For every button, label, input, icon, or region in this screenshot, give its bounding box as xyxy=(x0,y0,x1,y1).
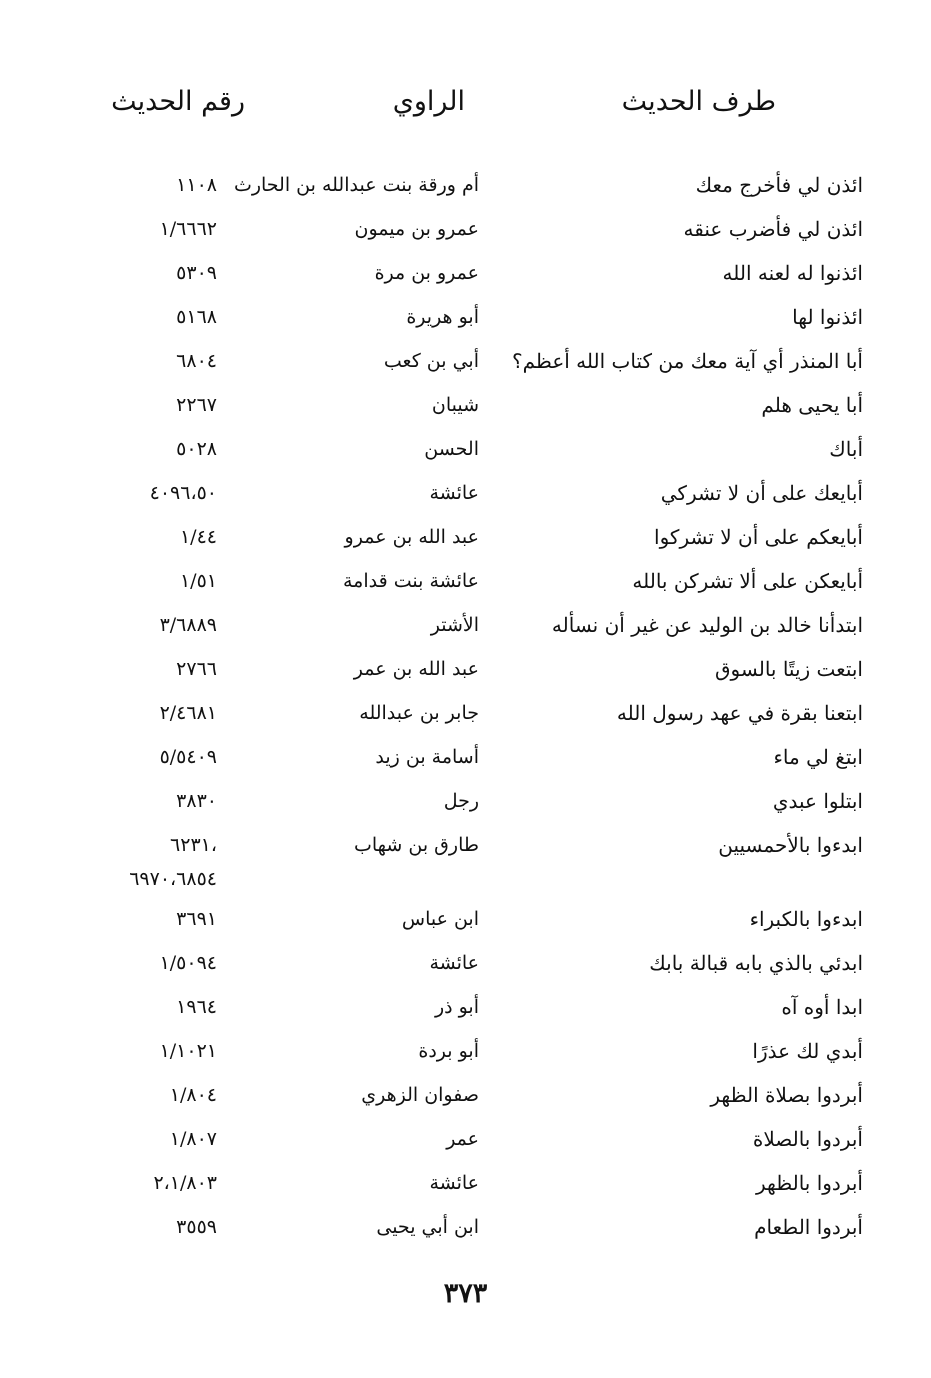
narrator-name: عبد الله بن عمر xyxy=(353,658,479,680)
table-row xyxy=(0,742,931,782)
hadith-number: ١/٥٠٩٤ xyxy=(159,952,217,974)
hadith-text: أبدي لك عذرًا xyxy=(752,1039,863,1063)
table-row xyxy=(0,170,931,210)
hadith-number: ١٩٦٤ xyxy=(176,996,217,1018)
hadith-text: أبا المنذر أي آية معك من كتاب الله أعظم؟ xyxy=(512,349,863,373)
hadith-text: ائذن لي فأخرج معك xyxy=(695,173,863,197)
header-number: رقم الحديث xyxy=(111,86,245,117)
hadith-number: ١/٤٤ xyxy=(179,526,217,548)
narrator-name: عمرو بن ميمون xyxy=(354,218,479,240)
narrator-name: جابر بن عبدالله xyxy=(359,702,479,724)
narrator-name: أسامة بن زيد xyxy=(375,746,479,768)
hadith-number: ٢٧٦٦ xyxy=(176,658,217,680)
table-row xyxy=(0,1212,931,1252)
table-row xyxy=(0,258,931,298)
narrator-name: أم ورقة بنت عبدالله بن الحارث xyxy=(233,174,479,196)
hadith-text: ابدا أوه آه xyxy=(781,995,863,1019)
hadith-number: ٥١٦٨ xyxy=(176,306,217,328)
table-row xyxy=(0,1168,931,1208)
table-row xyxy=(0,698,931,738)
table-row xyxy=(0,992,931,1032)
narrator-name: رجل xyxy=(443,790,479,812)
header-narrator: الراوي xyxy=(392,86,465,117)
narrator-name: عائشة xyxy=(429,482,479,504)
hadith-text: ابتعت زيتًا بالسوق xyxy=(715,657,863,681)
table-row xyxy=(0,390,931,430)
table-row xyxy=(0,786,931,826)
hadith-number: ،٦٢٣١ xyxy=(170,834,217,856)
hadith-text: ابدءوا بالأحمسيين xyxy=(718,833,863,857)
narrator-name: أبو ذر xyxy=(434,996,479,1018)
narrator-name: صفوان الزهري xyxy=(361,1084,479,1106)
hadith-text: أبردوا بصلاة الظهر xyxy=(710,1083,863,1107)
table-row xyxy=(0,478,931,518)
hadith-number: ١/٦٦٦٢ xyxy=(159,218,217,240)
table-row xyxy=(0,522,931,562)
narrator-name: عبد الله بن عمرو xyxy=(344,526,479,548)
hadith-number: ٢/٤٦٨١ xyxy=(159,702,217,724)
hadith-text: أبردوا بالظهر xyxy=(755,1171,863,1195)
hadith-number: ٥/٥٤٠٩ xyxy=(159,746,217,768)
table-row xyxy=(0,904,931,944)
hadith-text: أبايعكن على ألا تشركن بالله xyxy=(632,569,863,593)
hadith-text: ابتعنا بقرة في عهد رسول الله xyxy=(616,701,863,725)
hadith-text: ابدءوا بالكبراء xyxy=(749,907,863,931)
hadith-number: ٥٣٠٩ xyxy=(176,262,217,284)
page-number: ٣٧٣ xyxy=(443,1278,488,1309)
table-row xyxy=(0,948,931,988)
hadith-number: ٣٨٣٠ xyxy=(176,790,217,812)
narrator-name: عائشة xyxy=(429,1172,479,1194)
hadith-number: ١/٨٠٤ xyxy=(169,1084,217,1106)
hadith-text: أبردوا بالصلاة xyxy=(752,1127,863,1151)
table-row xyxy=(0,830,931,890)
hadith-number: ٦٨٠٤ xyxy=(176,350,217,372)
hadith-text: ابدئي بالذي بابه قبالة بابك xyxy=(649,951,863,975)
narrator-name: أبو هريرة xyxy=(406,306,479,328)
narrator-name: أبو بردة xyxy=(418,1040,479,1062)
hadith-text: ابتدأنا خالد بن الوليد عن غير أن نسأله xyxy=(551,613,863,637)
hadith-text: ابتغ لي ماء xyxy=(773,745,863,769)
hadith-text: ائذن لي فأضرب عنقه xyxy=(683,217,863,241)
hadith-text: ائذنوا له لعنه الله xyxy=(722,261,863,285)
hadith-number: ٤٠٩٦،٥٠ xyxy=(149,482,217,504)
hadith-text: ائذنوا لها xyxy=(792,305,863,329)
narrator-name: شيبان xyxy=(431,394,479,416)
hadith-number: ٢،١/٨٠٣ xyxy=(153,1172,217,1194)
hadith-number: ٥٠٢٨ xyxy=(176,438,217,460)
hadith-number: ١١٠٨ xyxy=(176,174,217,196)
table-row xyxy=(0,434,931,474)
hadith-text: أبا يحيى هلم xyxy=(761,393,863,417)
hadith-number: ١/٥١ xyxy=(179,570,217,592)
hadith-number: ٣٦٩١ xyxy=(176,908,217,930)
narrator-name: الأشتر xyxy=(430,614,479,636)
narrator-name: ابن عباس xyxy=(401,908,479,930)
table-row xyxy=(0,214,931,254)
narrator-name: عمر xyxy=(446,1128,479,1150)
hadith-text: أباك xyxy=(829,437,863,461)
hadith-text: أبايعك على أن لا تشركي xyxy=(660,481,863,505)
table-row xyxy=(0,346,931,386)
table-row xyxy=(0,302,931,342)
narrator-name: الحسن xyxy=(424,438,479,460)
hadith-text: أبايعكم على أن لا تشركوا xyxy=(654,525,863,549)
hadith-number: ١/١٠٢١ xyxy=(159,1040,217,1062)
narrator-name: طارق بن شهاب xyxy=(353,834,479,856)
table-row xyxy=(0,1124,931,1164)
hadith-text: أبردوا الطعام xyxy=(754,1215,863,1239)
table-row xyxy=(0,1036,931,1076)
narrator-name: عمرو بن مرة xyxy=(374,262,479,284)
hadith-number: ١/٨٠٧ xyxy=(169,1128,217,1150)
hadith-number: ٣/٦٨٨٩ xyxy=(159,614,217,636)
hadith-number: ٣٥٥٩ xyxy=(176,1216,217,1238)
hadith-number-continued: ٦٩٧٠،٦٨٥٤ xyxy=(129,868,217,890)
hadith-text: ابتلوا عبدي xyxy=(772,789,863,813)
header-hadith: طرف الحديث xyxy=(621,86,776,117)
narrator-name: ابن أبي يحيى xyxy=(376,1216,479,1238)
narrator-name: عائشة xyxy=(429,952,479,974)
table-row xyxy=(0,654,931,694)
table-row xyxy=(0,1080,931,1120)
table-row xyxy=(0,566,931,606)
hadith-number: ٢٢٦٧ xyxy=(176,394,217,416)
narrator-name: أبي بن كعب xyxy=(383,350,479,372)
narrator-name: عائشة بنت قدامة xyxy=(342,570,479,592)
table-row xyxy=(0,610,931,650)
